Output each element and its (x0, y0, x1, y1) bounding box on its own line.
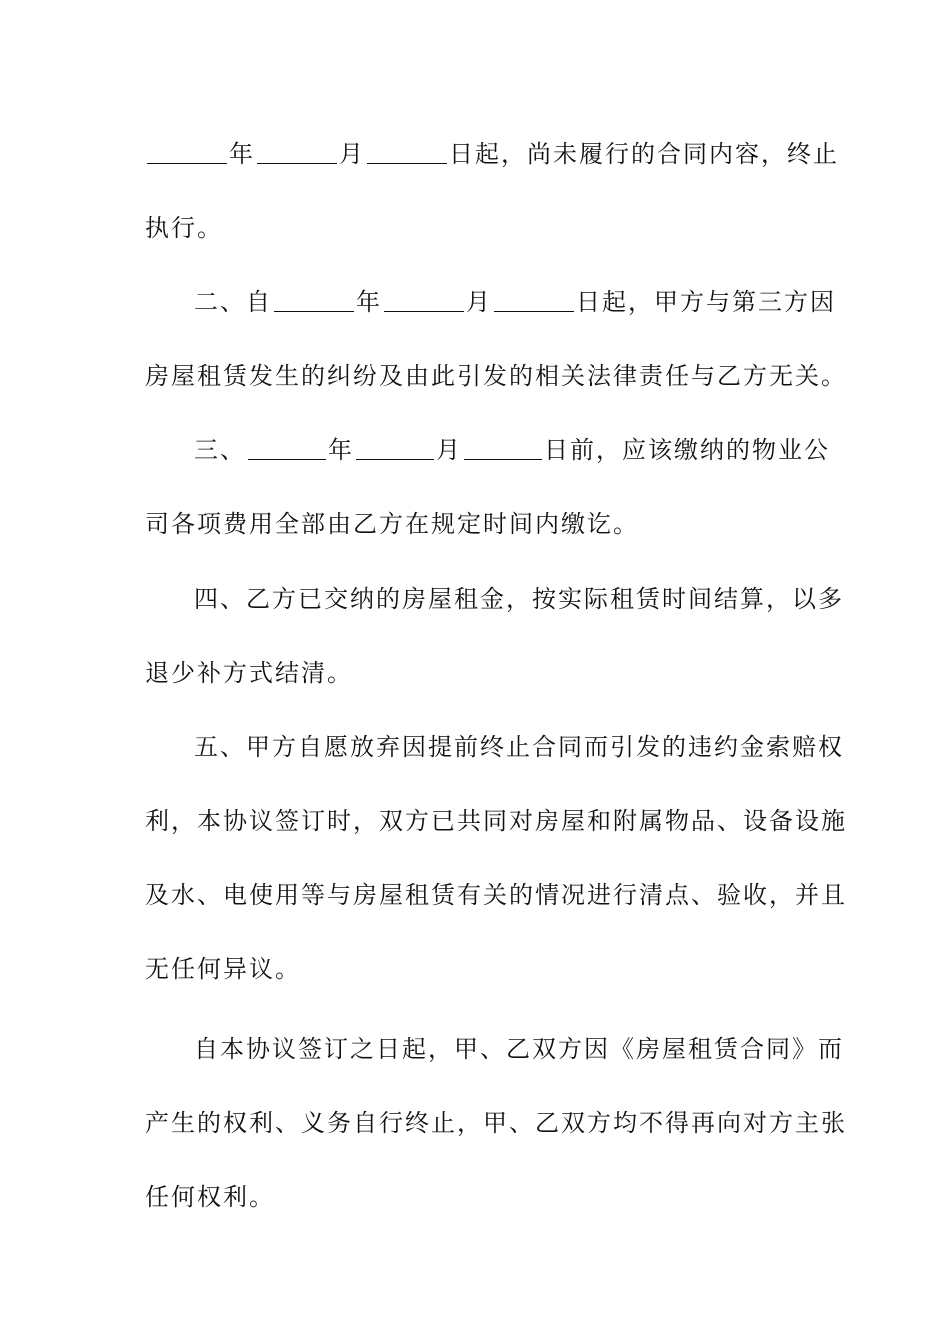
paragraph-4-line-2: 退少补方式结清。 (145, 659, 353, 687)
text-year: 年 (328, 436, 354, 464)
text-rest: 日起，甲方与第三方因 (576, 288, 836, 316)
paragraph-6-line-2: 产生的权利、义务自行终止，甲、乙双方均不得再向对方主张 (145, 1109, 847, 1137)
blank-field-year (274, 289, 354, 312)
paragraph-6-line-3: 任何权利。 (145, 1183, 275, 1211)
paragraph-1-line-2: 执行。 (145, 214, 223, 242)
blank-field-year (248, 437, 326, 460)
paragraph-5-line-1: 五、甲方自愿放弃因提前终止合同而引发的违约金索赔权 (194, 733, 844, 761)
paragraph-3-line-2: 司各项费用全部由乙方在规定时间内缴讫。 (145, 510, 639, 538)
paragraph-5-line-3: 及水、电使用等与房屋租赁有关的情况进行清点、验收，并且 (145, 881, 847, 909)
blank-field-month (257, 141, 337, 164)
text-rest: 日前，应该缴纳的物业公 (544, 436, 830, 464)
text-prefix: 二、自 (194, 288, 272, 316)
paragraph-6-line-1: 自本协议签订之日起，甲、乙双方因《房屋租赁合同》而 (194, 1035, 844, 1063)
paragraph-5-line-2: 利，本协议签订时，双方已共同对房屋和附属物品、设备设施 (145, 807, 847, 835)
text-year: 年 (356, 288, 382, 316)
text-year: 年 (229, 140, 255, 168)
blank-field-month (384, 289, 464, 312)
blank-field-day (494, 289, 574, 312)
paragraph-2-line-2: 房屋租赁发生的纠纷及由此引发的相关法律责任与乙方无关。 (145, 362, 847, 390)
blank-field-year (147, 141, 227, 164)
blank-field-day (464, 437, 542, 460)
blank-field-day (367, 141, 447, 164)
paragraph-1-line-1 (145, 139, 839, 169)
text-month: 月 (436, 436, 462, 464)
blank-field-month (356, 437, 434, 460)
text-month: 月 (339, 140, 365, 168)
text-prefix: 三、 (194, 436, 246, 464)
text-rest: 日起，尚未履行的合同内容，终止 (449, 140, 839, 168)
paragraph-4-line-1: 四、乙方已交纳的房屋租金，按实际租赁时间结算，以多 (194, 585, 844, 613)
paragraph-3-line-1 (194, 435, 830, 465)
paragraph-5-line-4: 无任何异议。 (145, 955, 301, 983)
text-month: 月 (466, 288, 492, 316)
paragraph-2-line-1 (194, 287, 836, 317)
